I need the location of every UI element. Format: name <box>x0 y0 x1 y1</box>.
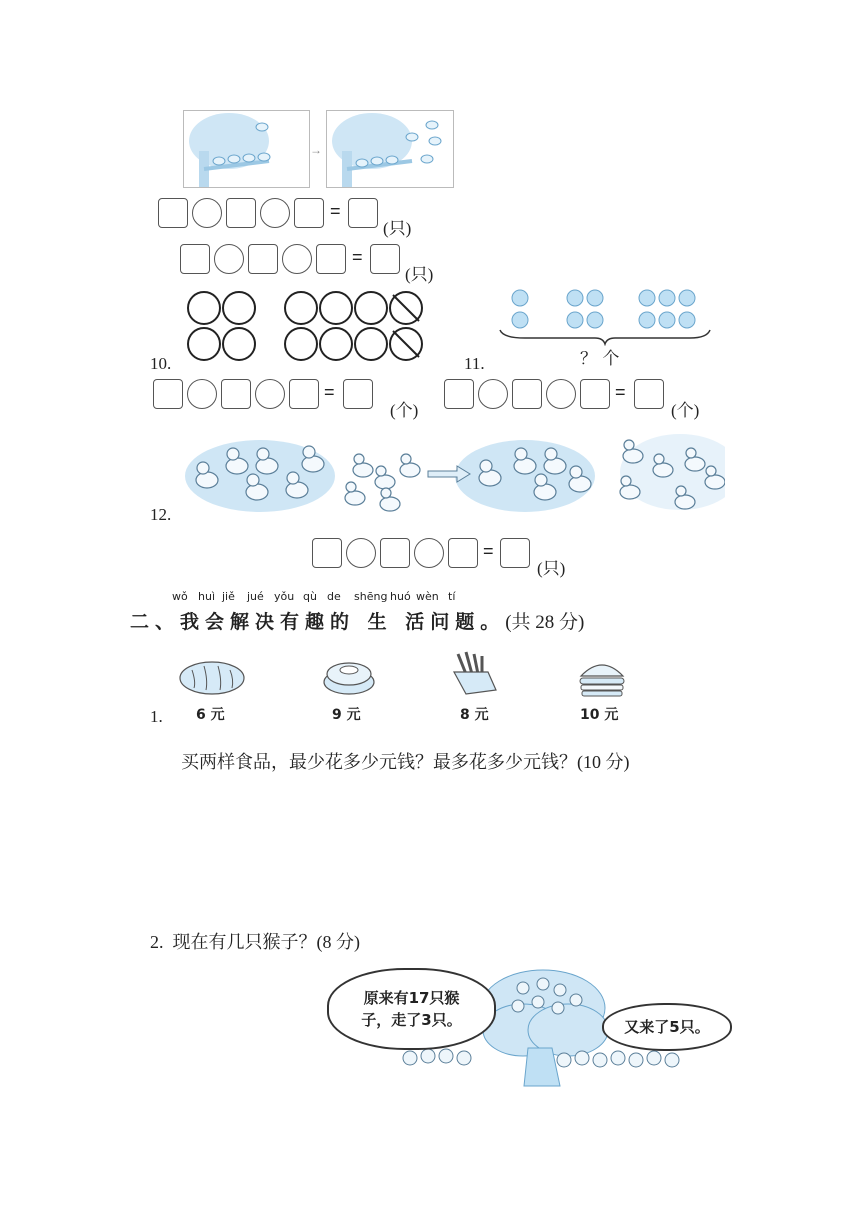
circle <box>222 291 256 325</box>
operator-circle[interactable] <box>414 538 444 568</box>
pinyin: shēng <box>354 590 388 603</box>
bird-scene-before <box>183 110 310 188</box>
question-number: 12. <box>150 505 172 524</box>
operator-circle[interactable] <box>346 538 376 568</box>
equals-sign: = <box>615 382 626 402</box>
speech-bubble-right <box>602 1003 732 1051</box>
operator-circle[interactable] <box>546 379 576 409</box>
section-2-title <box>130 607 584 634</box>
apple-groups-illustration <box>495 284 715 346</box>
pinyin: de <box>327 590 341 603</box>
brace-label: ？ 个 <box>580 349 620 369</box>
result-box[interactable] <box>343 379 373 409</box>
answer-box[interactable] <box>380 538 410 568</box>
pinyin: wǒ <box>172 590 188 603</box>
price-label: 8 元 <box>460 707 489 723</box>
cake-icon <box>322 656 376 696</box>
pinyin: yǒu <box>274 590 295 603</box>
unit-label: (只) <box>405 265 434 284</box>
bread-icon <box>178 656 246 696</box>
speech-text: 又来了5只。 <box>624 1017 710 1036</box>
result-box[interactable] <box>348 198 378 228</box>
pinyin: jiě <box>222 590 235 603</box>
operator-circle[interactable] <box>214 244 244 274</box>
equals-sign: = <box>352 247 363 267</box>
answer-box[interactable] <box>580 379 610 409</box>
answer-box[interactable] <box>289 379 319 409</box>
operator-circle[interactable] <box>255 379 285 409</box>
operator-circle[interactable] <box>187 379 217 409</box>
tree-birds-illustration <box>184 111 309 187</box>
circle <box>222 327 256 361</box>
circle <box>319 327 353 361</box>
operator-circle[interactable] <box>260 198 290 228</box>
answer-box[interactable] <box>180 244 210 274</box>
answer-box[interactable] <box>444 379 474 409</box>
speech-text: 原来有17只猴子，走了3只。 <box>361 988 462 1029</box>
equals-sign: = <box>324 382 335 402</box>
unit-label: (个) <box>671 401 700 420</box>
equals-sign: = <box>330 201 341 221</box>
section-title-text: 二、我会解决有趣的 生 活问题。 <box>130 611 506 633</box>
bird-scene-after <box>326 110 454 188</box>
ducks-illustration <box>185 428 725 516</box>
crossed-circle <box>389 291 423 325</box>
answer-box[interactable] <box>312 538 342 568</box>
pinyin: qù <box>303 590 317 603</box>
result-box[interactable] <box>634 379 664 409</box>
answer-box[interactable] <box>512 379 542 409</box>
unit-label: (只) <box>383 219 412 238</box>
speech-bubble-left <box>327 968 496 1050</box>
answer-box[interactable] <box>158 198 188 228</box>
price-label: 9 元 <box>332 707 361 723</box>
answer-box[interactable] <box>153 379 183 409</box>
answer-box[interactable] <box>316 244 346 274</box>
answer-box[interactable] <box>448 538 478 568</box>
circle <box>187 291 221 325</box>
circle <box>187 327 221 361</box>
pinyin: tí <box>448 590 456 603</box>
circle <box>284 327 318 361</box>
question-number: 2. <box>150 932 164 952</box>
fries-icon <box>448 650 504 696</box>
price-label: 6 元 <box>196 707 225 723</box>
pinyin: wèn <box>416 590 439 603</box>
hamburger-icon <box>577 658 627 698</box>
result-box[interactable] <box>500 538 530 568</box>
equals-sign: = <box>483 541 494 561</box>
answer-box[interactable] <box>221 379 251 409</box>
question-number: 1. <box>150 707 163 726</box>
answer-box[interactable] <box>294 198 324 228</box>
tree-birds-illustration <box>327 111 453 187</box>
circle <box>319 291 353 325</box>
operator-circle[interactable] <box>192 198 222 228</box>
crossed-circle <box>389 327 423 361</box>
pinyin: huó <box>390 590 411 603</box>
pinyin: huì <box>198 590 215 603</box>
result-box[interactable] <box>370 244 400 274</box>
answer-box[interactable] <box>226 198 256 228</box>
brace-icon <box>500 330 710 344</box>
section-score: (共 28 分) <box>505 612 585 633</box>
arrow-icon: → <box>310 143 322 157</box>
question-number: 10. <box>150 354 172 373</box>
unit-label: (个) <box>390 401 419 420</box>
circle <box>284 291 318 325</box>
pinyin: jué <box>247 590 264 603</box>
operator-circle[interactable] <box>282 244 312 274</box>
problem-2-text: 现在有几只猴子？(8 分) <box>172 932 360 952</box>
circle <box>354 291 388 325</box>
circle <box>354 327 388 361</box>
problem-1-question: 买两样食品，最少花多少元钱？最多花多少元钱？(10 分) <box>181 752 630 772</box>
unit-label: (只) <box>537 559 566 578</box>
question-number: 11. <box>464 354 485 373</box>
problem-2-question <box>150 928 360 954</box>
price-label: 10 元 <box>580 707 619 723</box>
answer-box[interactable] <box>248 244 278 274</box>
operator-circle[interactable] <box>478 379 508 409</box>
